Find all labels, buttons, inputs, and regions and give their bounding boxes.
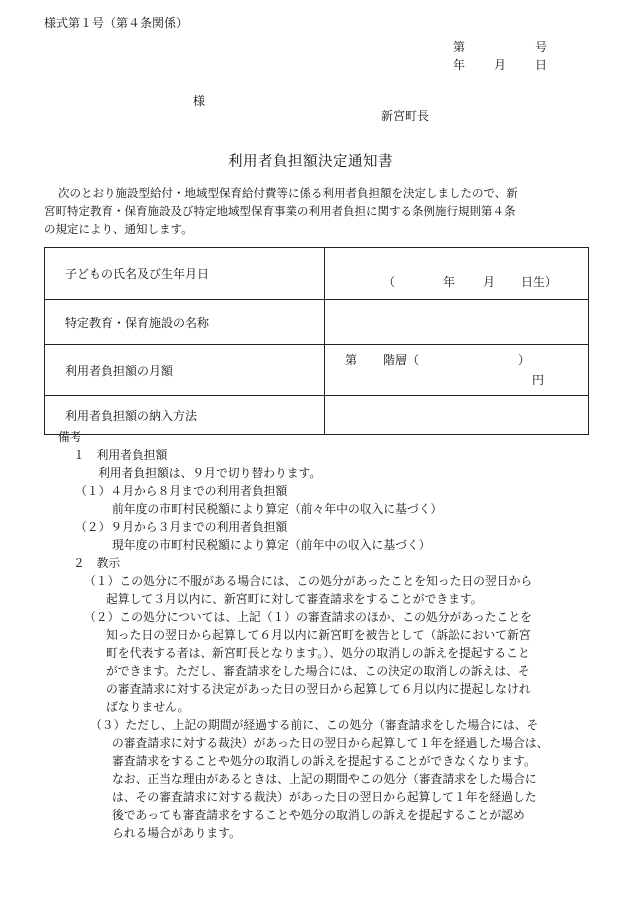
remarks-line: （２）この処分については、上記（１）の審査請求のほか、この処分があったことを — [84, 610, 532, 624]
value-child-name-birthdate — [325, 248, 589, 300]
remarks-line: られる場合があります。 — [112, 826, 241, 840]
remarks-line: 現年度の市町村民税額により算定（前年中の収入に基づく） — [112, 538, 431, 552]
label-payment-method: 利用者負担額の納入方法 — [45, 396, 325, 435]
remarks-line: の審査請求に対する決定があった日の翌日から起算して６月以内に提起しなけれ — [106, 682, 531, 696]
remarks-line: ばなりません。 — [106, 700, 190, 714]
tier-prefix: 第 — [345, 353, 358, 367]
birth-year-label: 年 — [443, 275, 456, 289]
remarks-line: なお、正当な理由があるときは、上記の期間やこの処分（審査請求をした場合に — [112, 772, 537, 786]
date-day: 日 — [535, 58, 548, 72]
remarks-line: （１）この処分に不服がある場合には、この処分があったことを知った日の翌日から — [84, 574, 533, 588]
birth-day-label: 日生） — [521, 275, 558, 289]
birth-month-label: 月 — [483, 275, 496, 289]
remarks-line: 前年度の市町村民税額により算定（前々年中の収入に基づく） — [112, 502, 443, 516]
remarks-line: １ 利用者負担額 — [73, 448, 168, 462]
tier-label: 階層（ — [383, 353, 420, 367]
date-month: 月 — [494, 58, 507, 72]
remarks-line: ２ 教示 — [73, 556, 121, 570]
remarks-line: は、その審査請求に対する裁決）があった日の翌日から起算して１年を経過した — [112, 790, 537, 804]
table-row-child — [45, 248, 589, 300]
value-monthly-fee — [325, 345, 589, 396]
remarks-line: （３）ただし、上記の期間が経過する前に、この処分（審査請求をした場合には、そ — [90, 718, 539, 732]
doc-number-suffix: 号 — [535, 40, 548, 54]
remarks-line: （２）９月から３月までの利用者負担額 — [75, 520, 288, 534]
table-row-payment-method — [45, 396, 589, 435]
remarks-line: ができます。ただし、審査請求をした場合には、この決定の取消しの訴えは、そ — [106, 664, 530, 678]
form-number: 様式第１号（第４条関係） — [44, 16, 189, 30]
remarks-line: 審査請求をすることや処分の取消しの訴えを提起することができなくなります。 — [112, 754, 536, 768]
label-child-name-birthdate: 子どもの氏名及び生年月日 — [45, 248, 325, 300]
tier-close-paren: ） — [518, 353, 531, 367]
table-row-facility — [45, 300, 589, 345]
doc-number-prefix: 第 — [453, 40, 466, 54]
table-row-monthly-fee — [45, 345, 589, 396]
page-title: 利用者負担額決定通知書 — [228, 154, 393, 170]
addressee-suffix: 様 — [193, 94, 206, 108]
yen-unit: 円 — [532, 373, 545, 387]
date-year: 年 — [453, 58, 466, 72]
intro-line-3: の規定により、通知します。 — [44, 222, 193, 236]
intro-line-2: 宮町特定教育・保育施設及び特定地域型保育事業の利用者負担に関する条例施行規則第４条 — [44, 204, 516, 218]
remarks-line: 後であっても審査請求をすることや処分の取消しの訴えを提起することが認め — [112, 808, 525, 822]
label-monthly-fee: 利用者負担額の月額 — [45, 345, 325, 396]
remarks-line: （１）４月から８月までの利用者負担額 — [75, 484, 288, 498]
remarks-line: 知った日の翌日から起算して６月以内に新宮町を被告として（訴訟において新宮 — [106, 628, 531, 642]
value-facility-name — [325, 300, 589, 345]
issuer: 新宮町長 — [381, 109, 430, 123]
remarks-line: 起算して３月以内に、新宮町に対して審査請求をすることができます。 — [106, 592, 483, 606]
remarks-line: 町を代表する者は、新宮町長となります。）、処分の取消しの訴えを提起すること — [106, 646, 530, 660]
remarks-line: 利用者負担額は、９月で切り替わります。 — [98, 466, 322, 480]
intro-line-1: 次のとおり施設型給付・地域型保育給付費等に係る利用者負担額を決定しましたので、新 — [58, 186, 518, 200]
label-facility-name: 特定教育・保育施設の名称 — [45, 300, 325, 345]
value-payment-method — [325, 396, 589, 435]
info-table — [44, 247, 589, 435]
remarks-line: の審査請求に対する裁決）があった日の翌日から起算して１年を経過した場合は、 — [112, 736, 549, 750]
remarks-heading: 備考 — [58, 430, 82, 444]
birth-open-paren: （ — [383, 275, 396, 289]
